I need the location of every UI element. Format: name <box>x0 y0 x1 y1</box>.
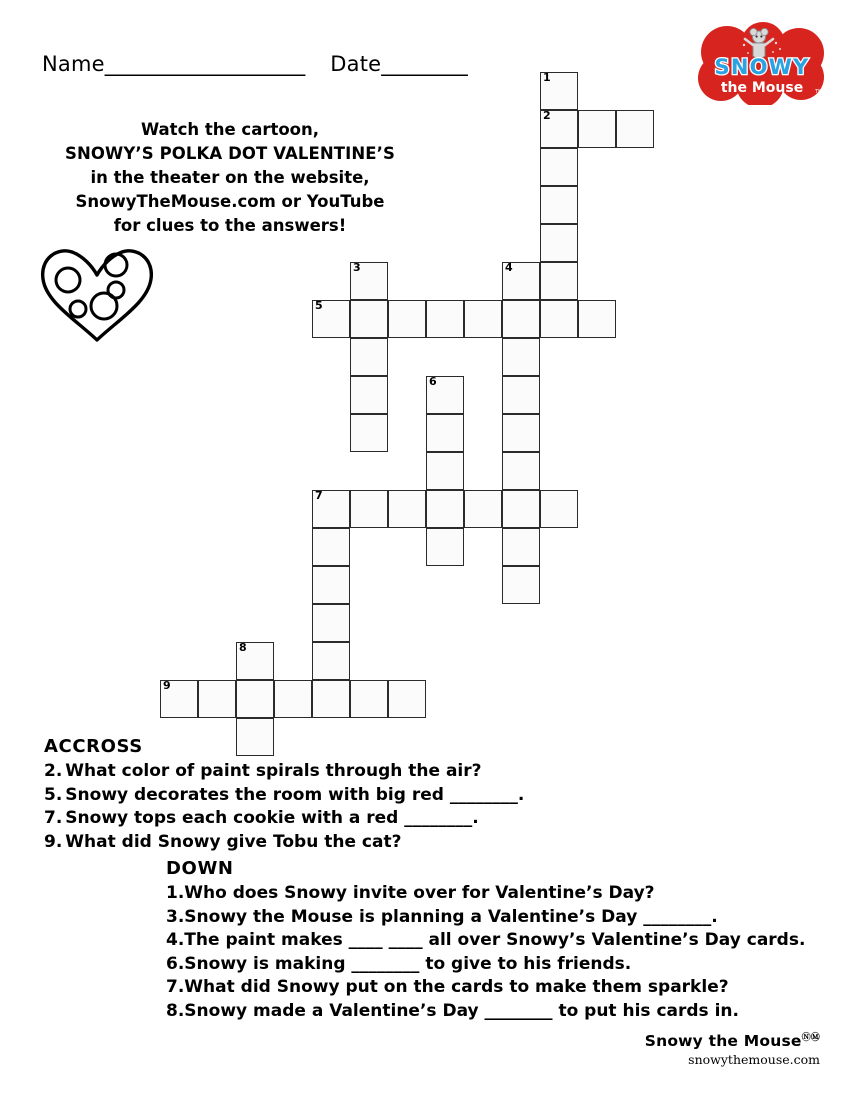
name-blank-rule[interactable]: _____________________ <box>104 52 305 76</box>
across-clue-list <box>44 760 564 854</box>
clue-text: Snowy made a Valentine’s Day ________ to put his cards in. <box>184 1000 739 1021</box>
cell-number: 2 <box>543 109 551 122</box>
crossword-cell[interactable] <box>502 376 540 414</box>
clue-text: Snowy tops each cookie with a red ________. <box>65 808 479 828</box>
down-clue <box>166 929 806 953</box>
clue-number: 2. <box>44 761 63 781</box>
crossword-cell[interactable] <box>198 680 236 718</box>
clue-number: 6. <box>166 953 185 974</box>
crossword-cell[interactable] <box>426 528 464 566</box>
clue-number: 1. <box>166 883 185 903</box>
crossword-cell[interactable] <box>236 680 274 718</box>
crossword-cell[interactable] <box>312 680 350 718</box>
across-clue <box>44 760 564 784</box>
crossword-cell[interactable] <box>464 490 502 528</box>
crossword-cell[interactable] <box>502 414 540 452</box>
crossword-cell[interactable] <box>312 642 350 680</box>
footer-brand-text: Snowy the Mouse <box>644 1032 802 1051</box>
crossword-cell[interactable] <box>426 376 464 414</box>
clue-text: What did Snowy give Tobu the cat? <box>65 831 402 852</box>
crossword-cell[interactable] <box>350 338 388 376</box>
crossword-cell[interactable] <box>388 490 426 528</box>
instructions-line-3: in the theater on the website, <box>90 168 370 187</box>
cell-number: 1 <box>543 71 551 84</box>
logo-word-the-mouse: the Mouse <box>720 80 804 96</box>
instructions-line-4: SnowyTheMouse.com or YouTube <box>75 192 385 211</box>
cell-number: 8 <box>239 641 247 654</box>
crossword-cell[interactable] <box>350 414 388 452</box>
crossword-cell[interactable] <box>502 338 540 376</box>
down-clue <box>166 882 806 906</box>
name-label: Name <box>42 52 105 76</box>
crossword-cell[interactable] <box>312 566 350 604</box>
crossword-cell[interactable] <box>426 490 464 528</box>
clue-number: 8. <box>166 1000 185 1021</box>
clue-number: 7. <box>166 977 185 997</box>
clue-text: What color of paint spirals through the air? <box>65 761 482 781</box>
crossword-cell[interactable] <box>388 680 426 718</box>
cell-number: 7 <box>315 489 323 502</box>
down-clue <box>166 976 806 1000</box>
across-heading: ACCROSS <box>44 736 143 757</box>
logo-word-snowy: SNOWY <box>714 55 810 79</box>
footer <box>620 1030 820 1067</box>
crossword-cell[interactable] <box>312 490 350 528</box>
down-clue-list <box>166 882 806 1023</box>
crossword-cell[interactable] <box>312 528 350 566</box>
clue-number: 7. <box>44 808 63 828</box>
down-clue <box>166 906 806 930</box>
crossword-cell[interactable] <box>426 414 464 452</box>
crossword-cell[interactable] <box>502 452 540 490</box>
crossword-cell[interactable] <box>312 604 350 642</box>
across-clue <box>44 831 564 855</box>
crossword-cell[interactable] <box>540 186 578 224</box>
cell-number: 6 <box>429 375 437 388</box>
crossword-cell[interactable] <box>350 300 388 338</box>
crossword-cell[interactable] <box>350 262 388 300</box>
crossword-cell[interactable] <box>616 110 654 148</box>
clue-number: 9. <box>44 831 63 852</box>
crossword-cell[interactable] <box>350 680 388 718</box>
across-clue <box>44 807 564 831</box>
cell-number: 5 <box>315 299 323 312</box>
trademark-icon: ⓃⓂ <box>801 1033 820 1043</box>
down-clues-section <box>166 858 806 1023</box>
clue-text: What did Snowy put on the cards to make them sparkle? <box>184 977 729 997</box>
clue-text: Snowy the Mouse is planning a Valentine’s Day ________. <box>184 906 718 927</box>
crossword-cell[interactable] <box>426 300 464 338</box>
clue-text: Snowy is making ________ to give to his friends. <box>184 953 632 974</box>
crossword-cell[interactable] <box>540 224 578 262</box>
down-heading: DOWN <box>166 858 234 879</box>
across-clue <box>44 784 564 808</box>
down-clue <box>166 953 806 977</box>
crossword-cell[interactable] <box>578 300 616 338</box>
crossword-cell[interactable] <box>540 110 578 148</box>
crossword-cell[interactable] <box>502 566 540 604</box>
crossword-cell[interactable] <box>578 110 616 148</box>
crossword-cell[interactable] <box>540 72 578 110</box>
clue-text: Who does Snowy invite over for Valentine’s Day? <box>184 883 655 903</box>
instructions-line-2: SNOWY’S POLKA DOT VALENTINE’S <box>65 144 395 163</box>
clue-number: 5. <box>44 784 63 805</box>
crossword-cell[interactable] <box>502 490 540 528</box>
cell-number: 4 <box>505 261 513 274</box>
logo-trademark: TM <box>815 89 823 95</box>
footer-brand <box>620 1030 820 1050</box>
crossword-cell[interactable] <box>350 376 388 414</box>
crossword-cell[interactable] <box>540 300 578 338</box>
down-clue <box>166 1000 806 1024</box>
clue-number: 3. <box>166 906 185 927</box>
crossword-cell[interactable] <box>236 642 274 680</box>
crossword-cell[interactable] <box>540 490 578 528</box>
clue-number: 4. <box>166 930 185 950</box>
crossword-cell[interactable] <box>502 300 540 338</box>
date-label: Date <box>330 52 382 76</box>
clue-text: Snowy decorates the room with big red ________. <box>65 784 525 805</box>
footer-website: snowythemouse.com <box>688 1052 820 1068</box>
clue-text: The paint makes ____ ____ all over Snowy’s Valentine’s Day cards. <box>184 930 806 950</box>
crossword-cell[interactable] <box>350 490 388 528</box>
crossword-cell[interactable] <box>312 300 350 338</box>
crossword-cell[interactable] <box>388 300 426 338</box>
crossword-cell[interactable] <box>274 680 312 718</box>
crossword-cell[interactable] <box>540 262 578 300</box>
crossword-cell[interactable] <box>426 452 464 490</box>
crossword-cell[interactable] <box>160 680 198 718</box>
instructions-line-5: for clues to the answers! <box>113 216 347 235</box>
crossword-cell[interactable] <box>502 528 540 566</box>
instructions-line-1: Watch the cartoon, <box>140 120 320 139</box>
cell-number: 9 <box>163 679 171 692</box>
date-blank-rule[interactable]: _________ <box>381 52 467 76</box>
crossword-cell[interactable] <box>540 148 578 186</box>
crossword-cell[interactable] <box>502 262 540 300</box>
across-clues-section <box>44 736 564 854</box>
crossword-cell[interactable] <box>464 300 502 338</box>
cell-number: 3 <box>353 261 361 274</box>
